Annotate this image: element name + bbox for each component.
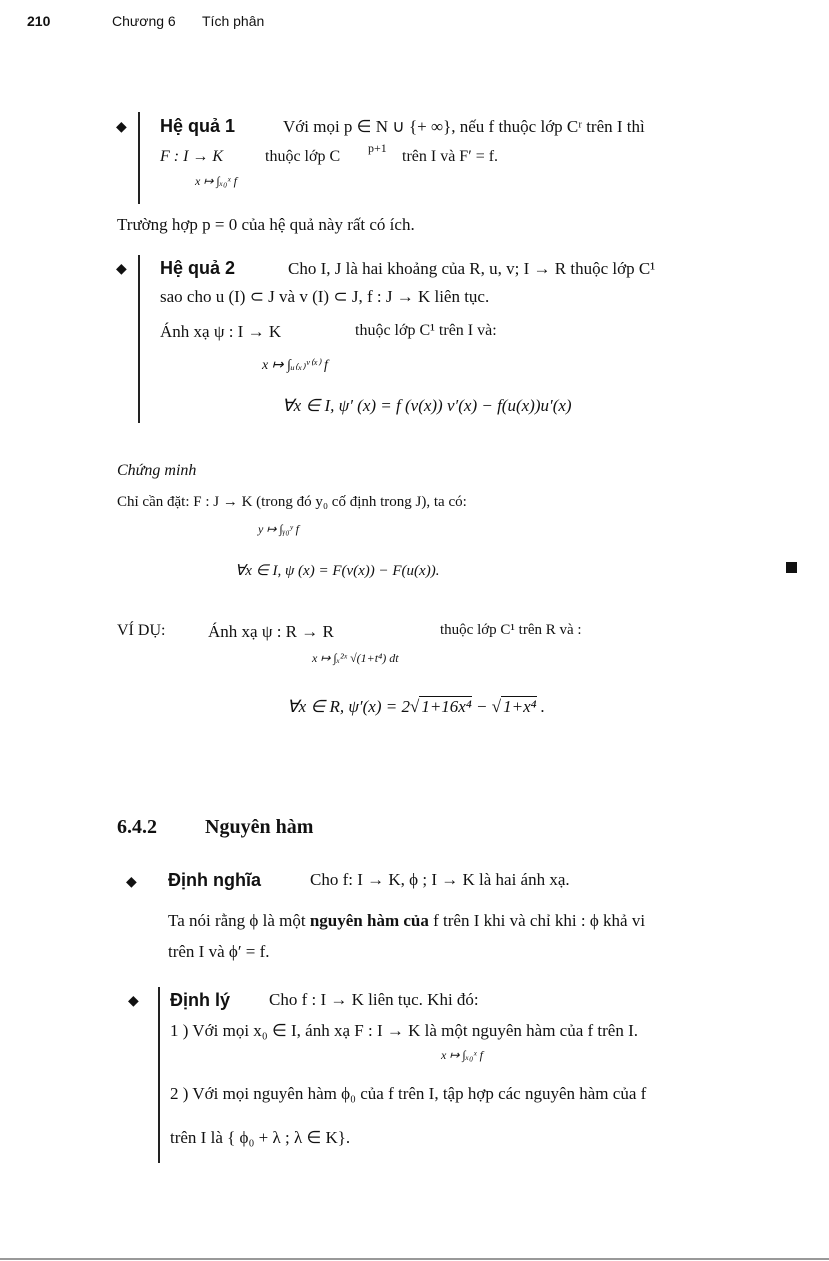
corollary1-line2-tail: trên I và F′ = f. xyxy=(402,148,499,165)
bullet-diamond-icon: ◆ xyxy=(126,875,137,890)
note-p0: Trường hợp p = 0 của hệ quả này rất có ích. xyxy=(117,215,415,234)
corollary2-line1: Cho I, J là hai khoảng của R, u, v; I → R thuộc lớp C¹ xyxy=(288,259,656,278)
example-sqrt1: 1+16x⁴ xyxy=(421,697,472,716)
corollary1-line2-sup: p+1 xyxy=(368,141,387,155)
corollary1-map: F : I → K xyxy=(160,148,224,165)
example-sqrt2: 1+x⁴ xyxy=(503,697,537,716)
definition-line2-c: f trên I khi và chỉ khi : ϕ khả vi xyxy=(428,911,646,930)
corollary2-line2: sao cho u (I) ⊂ J và v (I) ⊂ J, f : J → K liên tục. xyxy=(160,287,490,306)
proof-map-rule: y ↦ ∫ᵧ₀ʸ f xyxy=(258,522,299,536)
section-number: 6.4.2 xyxy=(117,816,157,838)
page-number: 210 xyxy=(27,13,51,29)
theorem-rule xyxy=(158,987,160,1163)
corollary2-map-rule: x ↦ ∫ᵤ₍ₓ₎ᵛ⁽ˣ⁾ f xyxy=(262,358,328,373)
example-formula-end: . xyxy=(536,697,546,716)
definition-term: nguyên hàm của xyxy=(309,911,429,930)
theorem-line1: Cho f : I → K liên tục. Khi đó: xyxy=(269,990,479,1009)
example-map-rule: x ↦ ∫ₓ²ˣ √(1+t⁴) dt xyxy=(312,651,399,665)
definition-line2-a: Ta nói rằng ϕ là một xyxy=(168,911,310,930)
section-title: Nguyên hàm xyxy=(205,816,314,838)
corollary1-line2-rest: thuộc lớp C xyxy=(265,148,341,165)
corollary1-title: Hệ quả 1 xyxy=(160,116,236,136)
corollary2-formula: ∀x ∈ I, ψ′ (x) = f (v(x)) v′(x) − f(u(x))u′(x) xyxy=(282,396,572,415)
end-of-proof-icon xyxy=(786,562,797,573)
theorem-line5: trên I là { ϕ₀ + λ ; λ ∈ K}. xyxy=(170,1128,351,1147)
bullet-diamond-icon: ◆ xyxy=(116,120,127,135)
corollary2-title: Hệ quả 2 xyxy=(160,258,236,278)
example-formula xyxy=(287,697,545,717)
theorem-line2: 1 ) Với mọi x₀ ∈ I, ánh xạ F : I → K là một nguyên hàm của f trên I. xyxy=(170,1021,639,1040)
sqrt-icon: √ xyxy=(409,697,420,716)
example-label: VÍ DỤ: xyxy=(117,622,166,639)
proof-line1: Chỉ cần đặt: F : J → K (trong đó y₀ cố định trong J), ta có: xyxy=(117,494,467,510)
chapter-label: Chương 6 xyxy=(112,13,176,29)
definition-line3: trên I và ϕ′ = f. xyxy=(168,942,270,961)
corollary1-rule xyxy=(138,112,140,204)
theorem-map-rule: x ↦ ∫ₓ₀ˣ f xyxy=(441,1048,483,1062)
theorem-title: Định lý xyxy=(170,990,231,1010)
example-formula-left: ∀x ∈ R, ψ′(x) = 2 xyxy=(287,697,410,716)
corollary2-rule xyxy=(138,255,140,423)
definition-line2 xyxy=(168,911,645,931)
page-bottom-edge xyxy=(0,1258,829,1260)
corollary1-line1: Với mọi p ∈ N ∪ {+ ∞}, nếu f thuộc lớp Cʳ trên I thì xyxy=(283,117,645,136)
example-map: Ánh xạ ψ : R → R xyxy=(208,622,334,641)
corollary1-map-rule: x ↦ ∫ₓ₀ˣ f xyxy=(195,174,237,188)
chapter-title: Tích phân xyxy=(202,13,265,29)
corollary2-map: Ánh xạ ψ : I → K xyxy=(160,322,282,341)
theorem-line4: 2 ) Với mọi nguyên hàm ϕ₀ của f trên I, tập hợp các nguyên hàm của f xyxy=(170,1084,647,1103)
corollary2-line3-rest: thuộc lớp C¹ trên I và: xyxy=(355,322,497,339)
example-line1-rest: thuộc lớp C¹ trên R và : xyxy=(440,622,582,638)
definition-line1: Cho f: I → K, ϕ ; I → K là hai ánh xạ. xyxy=(310,870,570,889)
example-formula-mid: − xyxy=(471,697,492,716)
sqrt-icon: √ xyxy=(491,697,502,716)
bullet-diamond-icon: ◆ xyxy=(128,994,139,1009)
proof-title: Chứng minh xyxy=(117,462,197,479)
proof-formula: ∀x ∈ I, ψ (x) = F(v(x)) − F(u(x)). xyxy=(235,563,440,579)
bullet-diamond-icon: ◆ xyxy=(116,262,127,277)
definition-title: Định nghĩa xyxy=(168,870,261,890)
